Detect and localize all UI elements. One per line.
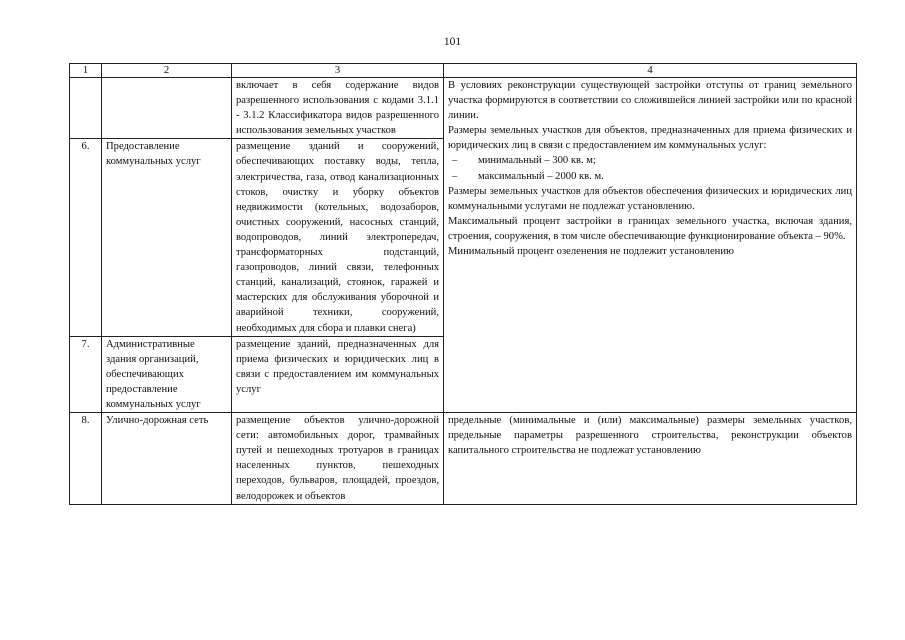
params-list-item: – минимальный – 300 кв. м;	[452, 155, 596, 167]
row-number: 8.	[70, 413, 102, 505]
row-description: включает в себя содержание видов разрешенного использования с кодами 3.1.1 - 3.1.2 Классификатора видов разрешенного использования земельных участков	[232, 78, 444, 139]
params-paragraph: Размеры земельных участков для объектов, предназначенных для приема физических и юридических лиц в связи с предоставлением им коммунальных услуг:	[448, 125, 852, 152]
params-cell	[444, 78, 857, 413]
row-description: размещение объектов улично-дорожной сети: автомобильных дорог, трамвайных путей и пешеходных тротуаров в границах населенных пунктов, пешеходных переходов, бульваров, площадей, проездов, велодорожек и объектов	[232, 413, 444, 505]
params-paragraph: Максимальный процент застройки в границах земельного участка, включая здания, строения, сооружения, в том числе обеспечивающие функционирование объекта – 90%.	[448, 215, 852, 242]
table-row	[70, 413, 857, 505]
params-list-item: – максимальный – 2000 кв. м.	[452, 170, 604, 182]
page-number: 101	[443, 36, 462, 48]
regulations-table	[69, 63, 857, 505]
row-number	[70, 78, 102, 139]
column-header: 4	[444, 64, 857, 78]
row-number: 7.	[70, 336, 102, 412]
column-header: 2	[102, 64, 232, 78]
row-description: размещение зданий, предназначенных для приема физических и юридических лиц в связи с предоставлением им коммунальных услуг	[232, 336, 444, 412]
column-header: 3	[232, 64, 444, 78]
row-description: размещение зданий и сооружений, обеспечивающих поставку воды, тепла, электричества, газа, отвод канализационных стоков, очистку и уборку объектов недвижимости (котельных, водозаборов, очистных сооружений, насосных станций, водопроводов, линий электропередач, трансформаторных подстанций, газопроводов, линий связи, телефонных станций, канализаций, стоянок, гаражей и мастерских для обслуживания уборочной и аварийной техники, сооружений, необходимых для сбора и плавки снега)	[232, 139, 444, 336]
params-paragraph: Минимальный процент озеленения не подлежит установлению	[448, 246, 734, 258]
table-row	[70, 78, 857, 139]
row-number: 6.	[70, 139, 102, 336]
params-paragraph: В условиях реконструкции существующей застройки отступы от границ земельного участка формируются в соответствии со сложившейся линией застройки или по красной линии.	[448, 80, 852, 122]
params-paragraph: Размеры земельных участков для объектов обеспечения физических и юридических лиц коммунальными услугами не подлежат установлению.	[448, 185, 852, 212]
column-header: 1	[70, 64, 102, 78]
row-params: предельные (минимальные и (или) максимальные) размеры земельных участков, предельные параметры разрешенного строительства, реконструкции объектов капитального строительства не подлежат установлению	[444, 413, 857, 505]
table-header-row	[70, 64, 857, 78]
row-name: Улично-дорожная сеть	[102, 413, 232, 505]
row-name: Административные здания организаций, обеспечивающих предоставление коммунальных услуг	[102, 336, 232, 412]
row-name: Предоставление коммунальных услуг	[102, 139, 232, 336]
row-name	[102, 78, 232, 139]
